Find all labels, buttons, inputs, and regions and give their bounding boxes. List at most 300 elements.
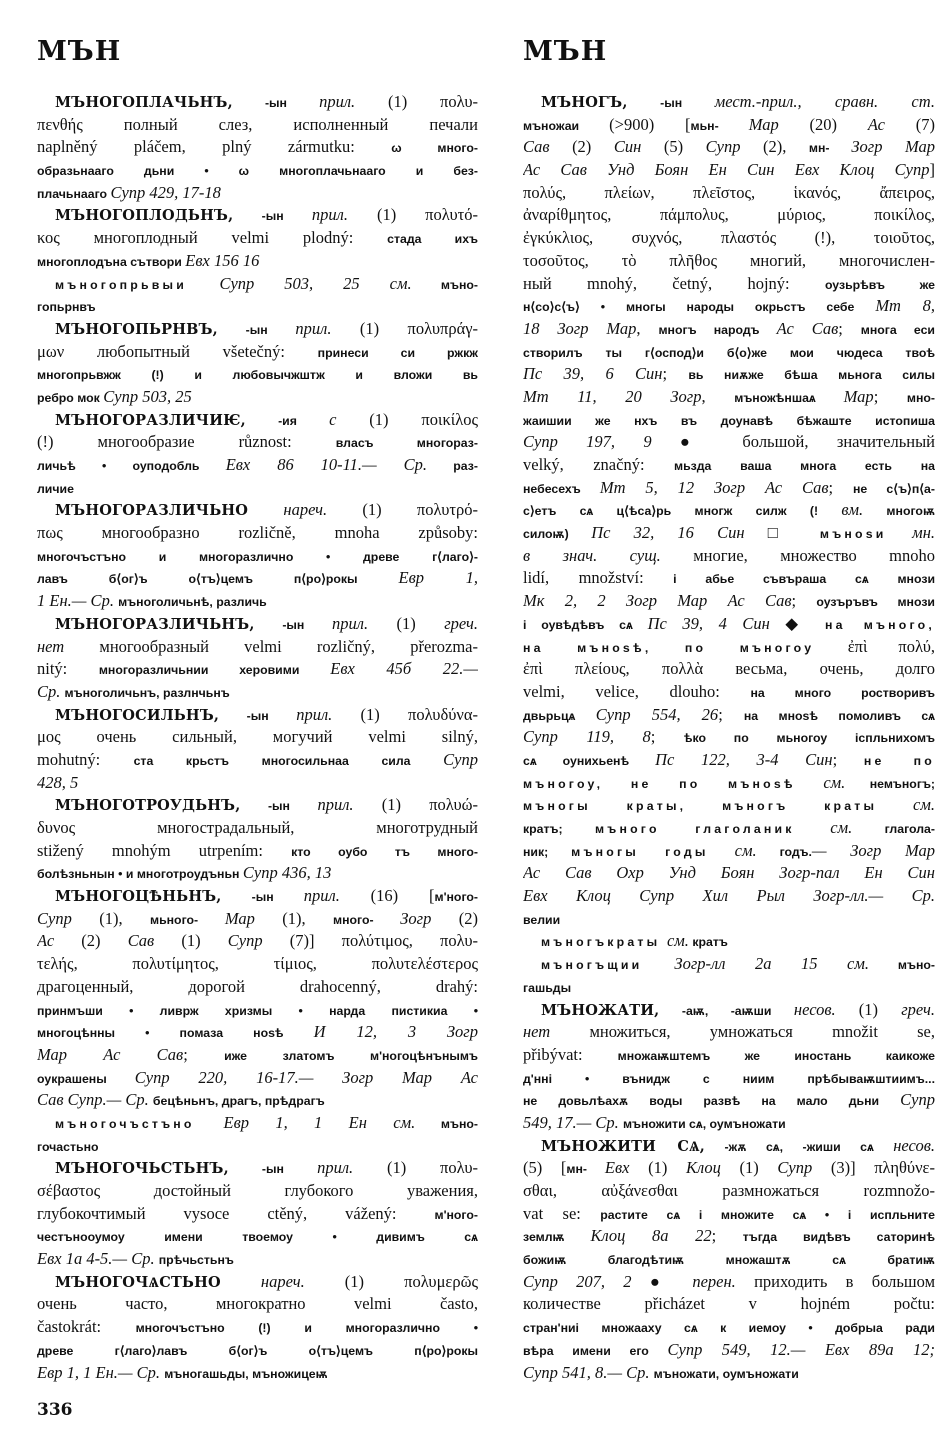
- italic-text: нет: [523, 1022, 590, 1042]
- spaced-lemma: мъногъщии: [541, 958, 675, 973]
- slavonic-quote: с⟩етъ сѧ ц⟨ѣса⟩рь многж силж (!: [523, 504, 842, 519]
- text: ;: [662, 364, 689, 384]
- italic-text: Ас: [867, 114, 916, 134]
- text: πολύς, πλείων, πλεῖστος, ἱκανός, ἄπειρος,: [523, 182, 935, 202]
- entry-line: [523, 953, 935, 976]
- text: глубокочтимый vysoce ctěný, vážený:: [37, 1203, 435, 1223]
- italic-text: прил.: [295, 318, 332, 338]
- dictionary-entry: [37, 204, 478, 272]
- dictionary-entry: [37, 273, 478, 318]
- entry-line: [523, 431, 935, 454]
- entry-line: [523, 1271, 935, 1294]
- entry-line: [37, 817, 478, 840]
- italic-text: мн.: [912, 523, 935, 543]
- entry-line: [523, 930, 935, 953]
- entry-line: [37, 1293, 478, 1316]
- entry-line: [37, 273, 478, 296]
- entry-line: [37, 545, 478, 568]
- slavonic-quote: прѣчьстьнъ: [158, 1253, 234, 1268]
- text: (1) πολυδύνα-: [332, 704, 478, 724]
- italic-text: прил.: [317, 795, 354, 815]
- spaced-lemma: мъноѕи: [819, 527, 913, 542]
- italic-text: И 12, 3 Зогр: [313, 1022, 478, 1042]
- italic-text: Евх Клоц Супр Хил Рыл Зогр-лл.— Ср.: [523, 886, 935, 906]
- entry-line: [37, 1339, 478, 1362]
- italic-text: прил.: [311, 205, 348, 225]
- text: (16) [: [339, 886, 435, 906]
- italic-text: Супр: [227, 931, 290, 951]
- entry-line: [37, 772, 478, 795]
- slavonic-quote: -ын: [228, 1162, 318, 1177]
- italic-text: Евр 1, 1 Ен см.: [223, 1112, 416, 1132]
- italic-text: Евр 1, 1 Ен.— Ср.: [37, 1362, 165, 1382]
- entry-line: [523, 409, 935, 432]
- entry-line: [523, 1225, 935, 1248]
- slavonic-quote: велии: [523, 912, 561, 927]
- text: κος многоплодный velmi plodný:: [37, 228, 388, 248]
- italic-text: прил.: [319, 92, 356, 111]
- slavonic-quote: иже златомъ м'ногоцѣнънымъ: [224, 1048, 478, 1063]
- slavonic-quote: мьного-: [149, 912, 225, 927]
- slavonic-quote: многа еси: [860, 322, 935, 337]
- entry-line: [37, 726, 478, 749]
- entry-line: [37, 1112, 478, 1135]
- entry-line: [523, 477, 935, 500]
- italic-text: несов.: [893, 1135, 935, 1155]
- entry-line: [523, 613, 935, 636]
- text: častokrát:: [37, 1317, 136, 1337]
- slavonic-quote: бецѣньнъ, драгъ, прѣдрагъ: [152, 1094, 325, 1109]
- entry-line: [523, 1248, 935, 1271]
- text: naplněný pláčem, plný zármutku:: [37, 137, 392, 157]
- entry-line: [523, 772, 935, 795]
- slavonic-quote: личие: [37, 481, 74, 496]
- dictionary-entry: [523, 953, 935, 998]
- slavonic-quote: -аѭ, -аѭши: [659, 1003, 794, 1018]
- entry-line: [523, 1180, 935, 1203]
- slavonic-quote: божиѭ благодѣтиѭ множаштѫ сѧ братиѭ: [523, 1253, 935, 1268]
- italic-text: Мт 5, 12 Зогр Ас Сав: [599, 477, 829, 497]
- italic-text: см.: [913, 795, 935, 815]
- entry-line: [523, 1021, 935, 1044]
- slavonic-quote: многоразличьнии херовими: [98, 663, 331, 678]
- entry-line: [37, 431, 478, 454]
- slavonic-quote: ребро мок: [37, 390, 104, 405]
- entry-line: [523, 1135, 935, 1158]
- slavonic-quote: не с⟨ъ⟩п⟨а-: [853, 481, 935, 496]
- italic-text: греч.: [444, 613, 478, 633]
- slavonic-quote: плачьнааго: [37, 186, 111, 201]
- entry-line: [37, 636, 478, 659]
- entry-line: [523, 840, 935, 863]
- text: ἀναρίθμητος, πάμπολυς, μύριος, ποικίλος,: [523, 205, 935, 225]
- spaced-lemma: на мъноѕѣ, по мъногоу: [523, 640, 848, 655]
- text: (1): [181, 931, 228, 951]
- running-head-left: МЪН: [37, 36, 122, 67]
- text: μων любопытный všetečný:: [37, 341, 318, 361]
- text: ἐγκύκλιος, συχνός, πλαστός (!), τοιοῦτος,: [523, 228, 935, 248]
- entry-line: [37, 658, 478, 681]
- entry-line: [37, 499, 478, 522]
- text: (1): [368, 613, 445, 633]
- italic-text: Супр 554, 26: [595, 704, 719, 724]
- text: ἐπὶ πολύ,: [847, 636, 935, 656]
- slavonic-quote: много-: [332, 912, 401, 927]
- slavonic-quote: мьзда ваша многа есть на: [673, 459, 935, 473]
- headword: МЪНОГЪ,: [541, 94, 628, 111]
- entry-line: [523, 590, 935, 613]
- italic-text: Супр: [705, 137, 763, 157]
- italic-text: Сав Супр.— Ср.: [37, 1090, 153, 1110]
- text: velmi, velice, dlouho:: [523, 681, 751, 701]
- entry-line: [523, 1339, 935, 1362]
- slavonic-quote: кратъ: [688, 935, 728, 950]
- slavonic-quote: небесехъ: [523, 481, 600, 496]
- entry-line: [523, 704, 935, 727]
- text: (1) πολυώ-: [353, 795, 478, 815]
- slavonic-quote: ω много-: [391, 141, 478, 156]
- entry-line: [37, 386, 478, 409]
- entry-line: [37, 114, 478, 137]
- slavonic-quote: глагола-: [852, 822, 935, 836]
- italic-text: Супр 503, 25: [103, 386, 192, 406]
- headword: МЪНОГОПЛАЧЬНЪ,: [55, 94, 233, 111]
- spaced-lemma: мъногы годы: [571, 844, 735, 859]
- slavonic-quote: многоплодъна сътвори: [37, 254, 186, 269]
- slavonic-quote: тъгда видѣвъ саторинѣ: [742, 1230, 935, 1245]
- italic-text: Евх: [604, 1158, 649, 1178]
- entry-line: [523, 908, 935, 931]
- italic-text: Супр 207, 2: [523, 1271, 650, 1291]
- text: ;: [873, 386, 907, 406]
- headword: МЪНОЖАТИ,: [541, 1001, 660, 1019]
- slavonic-quote: образьнааго дьни • ω многоплачьнааго и без-: [37, 164, 478, 179]
- headword: МЪНОГОРАЗЛИЧЬНЪ,: [55, 615, 255, 633]
- headword: МЪНОГОЦѢНЬНЪ,: [55, 888, 222, 906]
- text: (1) πολυπράγ-: [331, 318, 478, 338]
- entry-line: [523, 817, 935, 840]
- entry-line: [523, 636, 935, 659]
- entry-line: [37, 613, 478, 636]
- italic-text: Евр 1,: [398, 568, 478, 588]
- text: ,: [701, 386, 735, 406]
- slavonic-quote: мъно-: [411, 277, 478, 292]
- text: ●: [649, 1271, 693, 1291]
- italic-text: Супр: [777, 1158, 831, 1178]
- dictionary-entry: [37, 409, 478, 500]
- slavonic-quote: власъ многораз-: [335, 436, 478, 451]
- headword: МЪНОЖИТИ СѦ,: [541, 1137, 705, 1155]
- text: (7): [915, 114, 935, 134]
- headword: МЪНОГОПЬРНВЪ,: [55, 320, 218, 338]
- text: приходить в большом: [735, 1271, 935, 1291]
- entry-line: [37, 953, 478, 976]
- slavonic-quote: древе г⟨лаго⟩лавъ б⟨ог⟩ъ о⟨тъ⟩цемъ п⟨ро⟩рокы: [37, 1343, 478, 1358]
- headword: МЪНОГОЧЬСТЬНЪ,: [55, 1160, 229, 1178]
- italic-text: Пс 39, 6 Син: [523, 364, 663, 384]
- dictionary-entry: [37, 885, 478, 1112]
- italic-text: Пс 39, 4 Син: [647, 613, 786, 633]
- italic-text: Пс 32, 16 Син: [591, 523, 768, 543]
- entry-line: [37, 159, 478, 182]
- text: (1),: [282, 908, 333, 928]
- text: ;: [828, 477, 853, 497]
- text: множиться, умножаться množit se,: [589, 1022, 935, 1042]
- entry-line: [523, 454, 935, 477]
- slavonic-quote: і оувѣдѣвъ сѧ: [523, 617, 648, 632]
- slavonic-quote: принмъши • ливрж хризмы • нарда пистикиа •: [37, 1003, 478, 1018]
- slavonic-quote: -жѫ сѧ, -жиши сѧ: [705, 1139, 894, 1154]
- left-column: [37, 91, 478, 1384]
- text: ;: [711, 1226, 743, 1246]
- slavonic-quote: жаишии же нхъ въ доунавѣ бѣжаште истопиша: [523, 413, 935, 428]
- spaced-lemma: не по: [863, 753, 935, 768]
- dictionary-entry: [523, 91, 935, 930]
- dictionary-entry: [37, 91, 478, 204]
- italic-text: Ас Сав Унд Боян Ен Син Евх Клоц Супр: [523, 160, 930, 180]
- entry-line: [523, 976, 935, 999]
- text: τοσοῦτος, τὸ πλῆθος многий, многочислен-: [523, 250, 935, 270]
- headword: МЪНОГОСИЛЬНЪ,: [55, 706, 220, 724]
- slavonic-quote: силоѭ): [523, 527, 592, 542]
- entry-line: [523, 227, 935, 250]
- entry-line: [37, 681, 478, 704]
- slavonic-quote: мъно-: [415, 1116, 478, 1131]
- entry-line: [37, 1362, 478, 1385]
- text: (20): [809, 114, 868, 134]
- text: ;: [183, 1044, 225, 1064]
- italic-text: см.: [830, 818, 853, 837]
- entry-line: [523, 681, 935, 704]
- entry-line: [523, 499, 935, 522]
- slavonic-quote: д'нні • вънидж с ниим прѣбываѭштиимъ...: [523, 1071, 935, 1086]
- entry-line: [37, 204, 478, 227]
- entry-line: [37, 862, 478, 885]
- italic-text: Зогр: [400, 908, 459, 928]
- italic-text: 1 Ен.— Ср.: [37, 591, 119, 611]
- entry-line: [37, 1157, 478, 1180]
- italic-text: Мар: [224, 908, 283, 928]
- entry-line: [523, 1067, 935, 1090]
- text: ● большой, значительный: [679, 432, 935, 452]
- italic-text: Евх 156 16: [185, 250, 260, 270]
- slavonic-quote: многоѭ: [863, 504, 935, 519]
- slavonic-quote: честънооумоу имени твоемоу • дивимъ сѧ: [37, 1230, 478, 1245]
- italic-text: Супр 503, 25 см.: [219, 273, 412, 293]
- entry-line: [37, 1067, 478, 1090]
- slavonic-quote: ник;: [523, 844, 572, 859]
- text: ный mnohý, četný, hojný:: [523, 273, 825, 293]
- italic-text: — Зогр Мар: [811, 840, 935, 860]
- italic-text: Сав: [523, 137, 573, 157]
- italic-text: прил.: [296, 704, 333, 724]
- slavonic-quote: гашьды: [523, 980, 572, 995]
- slavonic-quote: немъногъ;: [845, 776, 935, 791]
- slavonic-quote: вѣра имени его: [523, 1343, 668, 1358]
- text: ;: [791, 591, 817, 611]
- italic-text: Ас: [37, 931, 82, 951]
- entry-line: [37, 250, 478, 273]
- italic-text: Супр 429, 17-18: [110, 182, 221, 202]
- text: ,: [636, 318, 659, 338]
- italic-text: Супр 549, 12.— Евх 89а 12;: [667, 1339, 935, 1359]
- headword: МЪНОГОРАЗЛИЧЬНО: [55, 502, 249, 520]
- text: lidí, množství:: [523, 568, 674, 588]
- slavonic-quote: двьрьцѧ: [523, 708, 596, 723]
- text: πενθής полный слез, исполненный печали: [37, 114, 478, 134]
- entry-line: [523, 318, 935, 341]
- entry-line: [523, 1157, 935, 1180]
- entry-line: [37, 930, 478, 953]
- slavonic-quote: болѣзньнын • и многотроудъньн: [37, 867, 243, 882]
- spaced-lemma: мъногопрьвыи: [55, 277, 220, 292]
- entry-line: [37, 477, 478, 500]
- italic-text: см.: [666, 931, 689, 951]
- text: (3)] πληθύνε-: [830, 1158, 935, 1178]
- text: многообразный velmi rozličný, přerozma-: [99, 636, 478, 656]
- text: přibývat:: [523, 1044, 618, 1064]
- entry-line: [37, 1180, 478, 1203]
- right-column: [523, 91, 935, 1384]
- italic-text: греч.: [901, 999, 935, 1019]
- italic-text: Супр: [900, 1090, 935, 1110]
- slavonic-quote: на много ростворивъ: [750, 685, 935, 700]
- slavonic-quote: мъно-: [869, 958, 935, 973]
- slavonic-quote: мъножѣншаѧ: [734, 390, 844, 405]
- slavonic-quote: мн-: [566, 1162, 605, 1177]
- italic-text: 428, 5: [37, 772, 79, 792]
- text: vat se:: [523, 1203, 601, 1223]
- slavonic-quote: оукрашены: [37, 1071, 135, 1086]
- entry-line: [523, 1293, 935, 1316]
- entry-line: [37, 749, 478, 772]
- italic-text: несов.: [793, 999, 836, 1019]
- dictionary-entry: [37, 318, 478, 409]
- text: (1) πολυμερῶς: [304, 1271, 478, 1291]
- slavonic-quote: і абье съвъраша сѧ мнози: [673, 572, 935, 587]
- italic-text: Ср.: [37, 681, 65, 701]
- headword: МЪНОГОПЛОДЬНЪ,: [55, 207, 234, 225]
- slavonic-quote: створилъ ты г⟨оспод⟩и б⟨о⟩же мои чюдеса твоѣ: [523, 345, 935, 360]
- headword: МЪНОГОЧѦСТЬНО: [55, 1273, 221, 1291]
- entry-line: [37, 363, 478, 386]
- dictionary-entry: [37, 704, 478, 795]
- text: (>900) [: [609, 114, 691, 134]
- slavonic-quote: ста крьстъ многосильнаа сила: [133, 753, 444, 768]
- entry-line: [523, 522, 935, 545]
- entry-line: [523, 1089, 935, 1112]
- entry-line: [37, 1021, 478, 1044]
- slavonic-quote: -ия: [245, 413, 330, 428]
- entry-line: [37, 1044, 478, 1067]
- slavonic-quote: множаѭштемъ же иностань каикоже: [617, 1048, 935, 1063]
- slavonic-quote: мъножаи: [523, 118, 610, 133]
- entry-line: [37, 182, 478, 205]
- text: драгоценный, дорогой drahocenný, drahý:: [37, 976, 478, 996]
- slavonic-quote: мъноголичьнѣ, различь: [118, 595, 267, 610]
- page-number: 336: [37, 1400, 73, 1420]
- entry-line: [523, 204, 935, 227]
- entry-line: [523, 363, 935, 386]
- text: ;: [832, 749, 864, 769]
- entry-line: [523, 273, 935, 296]
- italic-text: Мар: [748, 114, 810, 134]
- entry-line: [523, 182, 935, 205]
- italic-text: прил.: [332, 613, 369, 633]
- italic-text: перен.: [692, 1271, 736, 1291]
- slavonic-quote: н⟨со⟩с⟨ъ⟩ • многы народы окрьстъ себе: [523, 300, 876, 315]
- entry-line: [37, 840, 478, 863]
- slavonic-quote: гочастьно: [37, 1139, 99, 1154]
- italic-text: Евх 86 10-11.— Ср.: [225, 455, 428, 474]
- slavonic-quote: гопьрнвъ: [37, 300, 96, 315]
- entry-line: [37, 91, 478, 114]
- italic-text: Ас Сав Охр Унд Боян Зогр-пал Ен Син: [523, 863, 935, 883]
- italic-text: Мар Ас Сав: [37, 1044, 184, 1064]
- text: nitý:: [37, 659, 99, 679]
- slavonic-quote: -ын: [240, 799, 318, 814]
- slavonic-quote: -ын: [217, 322, 296, 337]
- entry-line: [523, 1316, 935, 1339]
- text: (1) ποικίλος: [336, 409, 478, 429]
- slavonic-quote: кто оубо тъ много-: [291, 844, 478, 859]
- entry-line: [523, 341, 935, 364]
- entry-line: [523, 545, 935, 568]
- text: (5) [: [523, 1158, 567, 1178]
- text: (!) многообразие různost:: [37, 432, 336, 452]
- italic-text: нареч.: [220, 1271, 305, 1291]
- italic-text: Клоц: [686, 1158, 740, 1178]
- entry-line: [523, 114, 935, 137]
- italic-text: Супр: [37, 908, 100, 928]
- text: stižený mnohým utrpením:: [37, 840, 292, 860]
- slavonic-quote: -ын: [221, 890, 304, 905]
- text: ◆: [785, 613, 825, 633]
- slavonic-quote: стада ихъ: [387, 232, 478, 247]
- dictionary-entry: [37, 1112, 478, 1157]
- slavonic-quote: лавъ б⟨ог⟩ъ о⟨тъ⟩цемъ п⟨ро⟩рокы: [37, 572, 399, 587]
- text: μος очень сильный, могучий velmi silný,: [37, 727, 478, 747]
- italic-text: Супр 220, 16-17.— Зогр Мар Ас: [134, 1067, 478, 1087]
- entry-line: [523, 567, 935, 590]
- entry-line: [37, 409, 478, 432]
- entry-line: [37, 454, 478, 477]
- entry-line: [37, 1089, 478, 1112]
- text: (1): [648, 1158, 686, 1178]
- slavonic-quote: мно-: [906, 390, 935, 405]
- entry-line: [37, 704, 478, 727]
- text: (2): [81, 931, 128, 951]
- dictionary-entry: [37, 1157, 478, 1270]
- text: σθαι, αὐξάνεσθαι размножаться rozmnožo-: [523, 1181, 935, 1200]
- entry-line: [37, 1248, 478, 1271]
- slavonic-quote: на мноѕѣ помоливъ сѧ: [743, 708, 935, 723]
- text: (2): [572, 137, 614, 157]
- entry-line: [37, 318, 478, 341]
- slavonic-quote: мъножити сѧ, оумъножати: [622, 1116, 786, 1131]
- slavonic-quote: многочъстъно (!) и многоразлично •: [135, 1321, 478, 1336]
- slavonic-quote: раз-: [427, 459, 478, 473]
- slavonic-quote: м'ного-: [434, 890, 478, 905]
- spaced-lemma: мъногы краты, мъногъ краты: [523, 799, 914, 814]
- entry-line: [523, 1203, 935, 1226]
- italic-text: в знач. сущ.: [523, 545, 694, 565]
- text: (1): [835, 999, 902, 1019]
- entry-line: [523, 250, 935, 273]
- slavonic-quote: оузьрѣвъ же: [824, 277, 935, 292]
- entry-line: [37, 341, 478, 364]
- italic-text: Пс 122, 3-4 Син: [655, 749, 833, 769]
